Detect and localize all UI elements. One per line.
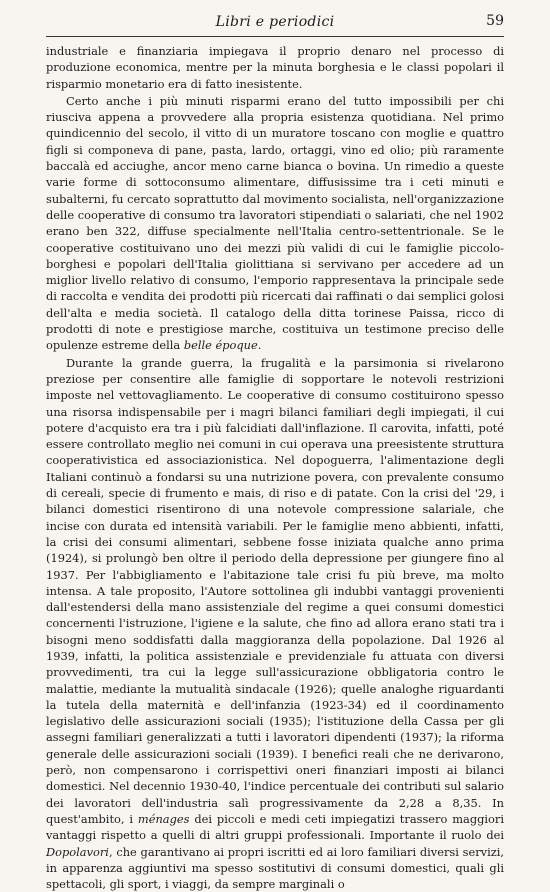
paragraph — [46, 355, 504, 892]
page-number: 59 — [486, 13, 504, 29]
text-run: industriale e finanziaria impiegava il proprio denaro nel processo di produzione economica, mentre per la minuta borghesia e le classi popolari il risparmio monetario era di fatto inesistente. — [46, 44, 504, 91]
paragraph — [46, 93, 504, 354]
italic-run: ménages — [137, 811, 190, 826]
running-title: Libri e periodici — [215, 14, 335, 30]
text-run: Certo anche i più minuti risparmi erano del tutto impossibili per chi riusciva appena a provvedere alla propria esistenza quotidiana. Nel primo quindicennio del secolo, il vitto di un muratore toscano con moglie e quattro figli si componeva di pane, pasta, lardo, ortaggi, vino ed olio; più raramente baccalà ed acciughe, ancor meno carne bianca o bovina. Un rimedio a queste varie forme di sottoconsumo alimentare, diffusissime tra i ceti minuti e subalterni, fu cercato soprattutto dal movimento socialista, nell'organizzazione delle cooperative di consumo tra lavoratori stipendiati o salariati, che nel 1902 erano ben 322, diffuse specialmente nell'Italia centro-settentrionale. Se le cooperative costituivano uno dei mezzi più validi di cui le famiglie piccolo-borghesi e popolari dell'Italia giolittiana si servivano per accedere ad un miglior livello relativo di consumo, l'emporio rappresentava la principale sede di raccolta e vendita dei prodotti più ricercati dai raffinati o dai semplici golosi dell'alta e media società. Il catalogo della ditta torinese Paissa, ricco di prodotti di note e prestigiose marche, costituiva un testimone preciso delle opulenze estreme della — [46, 93, 504, 353]
text-run: Durante la grande guerra, la frugalità e la parsimonia si rivelarono preziose per consentire alle famiglie di sopportare le notevoli restrizioni imposte nel vettovagliamento. Le cooperative di consumo costituirono spesso una risorsa indispensabile per i magri bilanci familiari degli impiegati, il cui potere d'acquisto era tra i più falcidiati dall'inflazione. Il carovita, infatti, poté essere controllato meglio nei comuni in cui operava una preesistente struttura cooperativistica ed associazionistica. Nel dopoguerra, l'alimentazione degli Italiani continuò a fondarsi su una nutrizione povera, con prevalente consumo di cereali, specie di frumento e mais, di riso e di patate. Con la crisi del '29, i bilanci domestici risentirono di una notevole compressione salariale, che incise con durata ed intensità variabili. Per le famiglie meno abbienti, infatti, la crisi dei consumi alimentari, sebbene fosse iniziata qualche anno prima (1924), si prolungò ben oltre il periodo della depressione per giungere fino al 1937. Per l'abbigliamento e l'abitazione tale crisi fu più breve, ma molto intensa. A tale proposito, l'Autore sottolinea gli indubbi vantaggi provenienti dall'estendersi della mano assistenziale del regime a quei consumi domestici concernenti l'istruzione, l'igiene e la salute, che fino ad allora erano stati tra i bisogni meno soddisfatti dalla maggioranza della popolazione. Dal 1926 al 1939, infatti, la politica assistenziale e previdenziale fu attuata con diversi provvedimenti, tra cui la legge sull'assicurazione obbligatoria contro le malattie, mediante la mutualità sindacale (1926); quelle analoghe riguardanti la tutela della maternità e dell'infanzia (1923-34) ed il coordinamento legislativo delle assicurazioni sociali (1935); l'istituzione della Cassa per gli assegni familiari generalizzati a tutti i lavoratori dipendenti (1937); la riforma generale delle assicurazioni sociali (1939). I benefici reali che ne derivarono, però, non compensarono i corrispettivi oneri finanziari imposti ai bilanci domestici. Nel decennio 1930-40, l'indice percentuale dei contributi sul salario dei lavoratori dell'industria salì progressivamente da 2,28 a 8,35. In quest'ambito, i — [46, 355, 504, 826]
text-run: dei piccoli e medi ceti impiegatizi trassero maggiori vantaggi rispetto a quelli di altri gruppi professionali. Importante il ruolo dei — [46, 811, 505, 843]
paragraph — [46, 43, 504, 92]
text-run: . — [257, 338, 262, 353]
page-header — [46, 8, 504, 37]
italic-run: Dopolavori — [46, 844, 109, 859]
text-run: , che garantivano ai propri iscritti ed ai loro familiari diversi servizi, in apparenza aggiuntivi ma spesso sostitutivi di consumi domestici, quali gli spettacoli, gli sport, i viaggi, da sempre marginali o — [46, 844, 504, 892]
body-text — [46, 43, 504, 892]
italic-run: belle époque — [183, 338, 258, 353]
